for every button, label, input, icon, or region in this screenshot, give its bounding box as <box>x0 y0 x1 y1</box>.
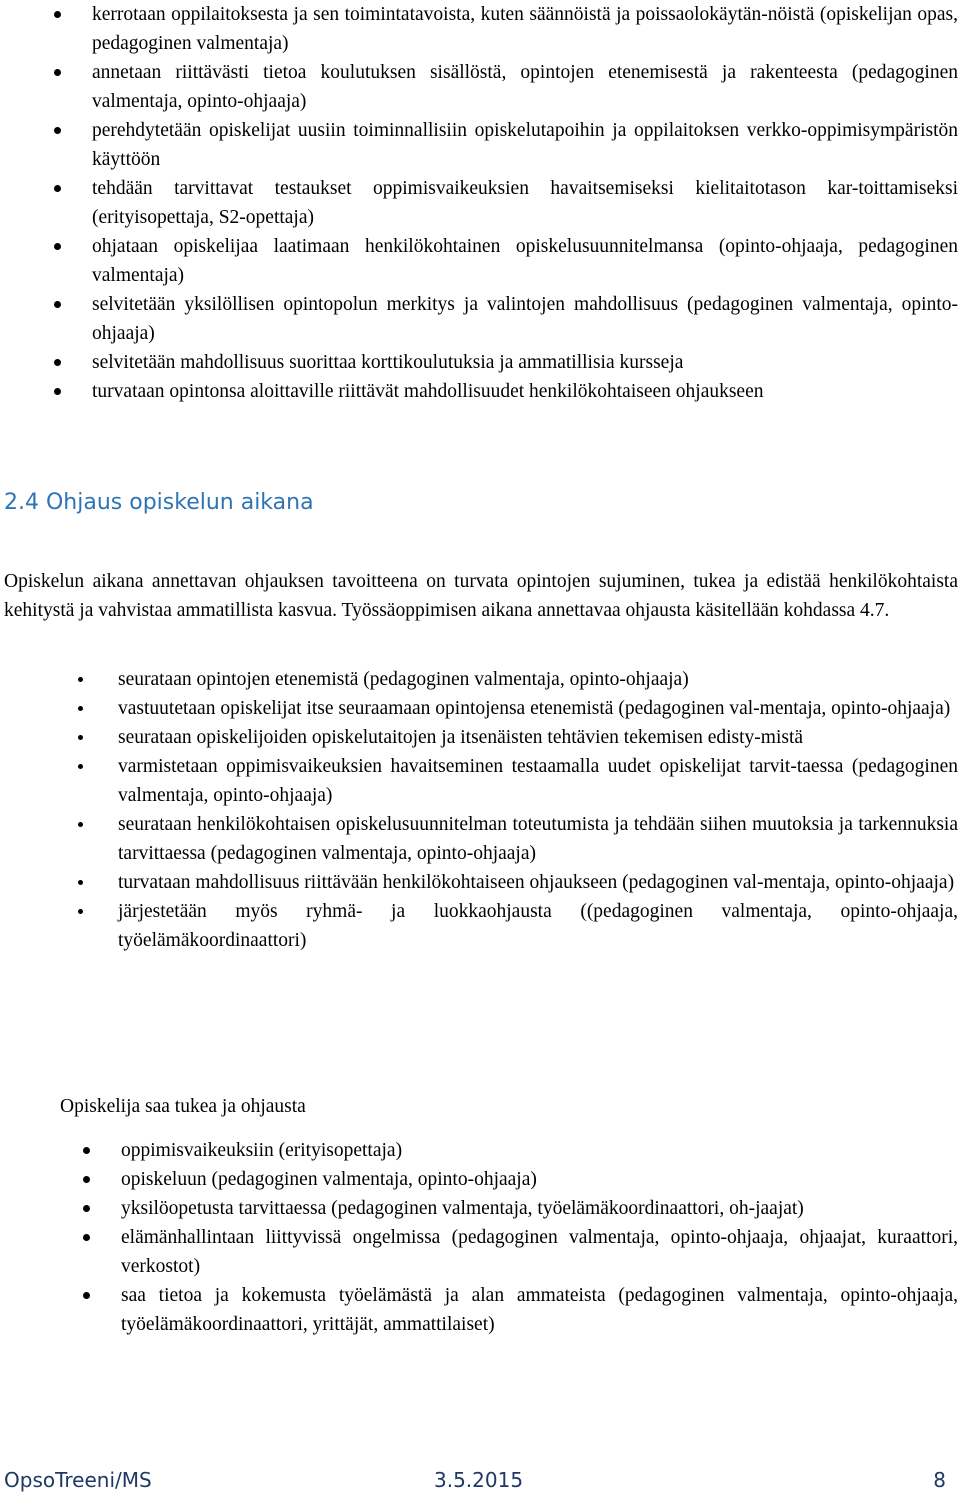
list-item-text: seurataan opiskelijoiden opiskelutaitojen ja itsenäisten tehtävien tekemisen edisty-mistä <box>118 727 804 748</box>
list-item-text: vastuutetaan opiskelijat itse seuraamaan opintojensa etenemistä (pedagoginen val-mentaja, opinto-ohjaaja) <box>118 698 951 719</box>
bullet-icon <box>54 243 61 250</box>
list-item <box>92 58 958 116</box>
bullet-icon <box>83 1234 90 1241</box>
list-item <box>92 0 958 58</box>
page-footer <box>0 1464 960 1497</box>
list-item <box>121 1281 958 1339</box>
support-bullet-list <box>121 1136 958 1339</box>
list-item-text: perehdytetään opiskelijat uusiin toiminnallisiin opiskelutapoihin ja oppilaitoksen verkko-oppimisympäristön käyttöön <box>92 120 958 170</box>
bullet-icon <box>78 677 83 682</box>
bullet-icon <box>78 706 83 711</box>
list-item-text: tehdään tarvittavat testaukset oppimisvaikeuksien havaitsemiseksi kielitaitotason kar-toittamiseksi (erityisopettaja, S2-opettaja) <box>92 178 958 228</box>
list-item-text: selvitetään yksilöllisen opintopolun merkitys ja valintojen mahdollisuus (pedagoginen valmentaja, opinto-ohjaaja) <box>92 294 958 344</box>
list-item <box>118 810 958 868</box>
list-item <box>121 1165 958 1194</box>
bullet-icon <box>78 909 83 914</box>
bullet-icon <box>54 11 61 18</box>
bullet-icon <box>54 301 61 308</box>
footer-doc-name: OpsoTreeni/MS <box>4 1468 152 1492</box>
bullet-icon <box>54 388 61 395</box>
guidance-bullet-list <box>118 665 958 955</box>
bullet-icon <box>78 822 83 827</box>
section-heading: 2.4 Ohjaus opiskelun aikana <box>4 490 314 515</box>
footer-date: 3.5.2015 <box>434 1468 524 1492</box>
list-item <box>121 1136 958 1165</box>
list-item-text: seurataan henkilökohtaisen opiskelusuunnitelman toteutumista ja tehdään siihen muutoksia ja tarkennuksia tarvittaessa (pedagoginen valmentaja, opinto-ohjaaja) <box>118 814 958 864</box>
section-paragraph: Opiskelun aikana annettavan ohjauksen tavoitteena on turvata opintojen sujuminen, tukea ja edistää henkilökohtaista kehitystä ja vahvistaa ammatillista kasvua. Työssäoppimisen aikana annettavaa ohjausta käsitellään kohdassa 4.7. <box>4 571 958 621</box>
list-item <box>118 752 958 810</box>
list-item-text: annetaan riittävästi tietoa koulutuksen sisällöstä, opintojen etenemisestä ja rakenteesta (pedagoginen valmentaja, opinto-ohjaaja) <box>92 62 958 112</box>
list-item-text: varmistetaan oppimisvaikeuksien havaitseminen testaamalla uudet opiskelijat tarvit-taessa (pedagoginen valmentaja, opinto-ohjaaja) <box>118 756 958 806</box>
bullet-icon <box>83 1205 90 1212</box>
bullet-icon <box>54 359 61 366</box>
bullet-icon <box>78 880 83 885</box>
list-item-text: yksilöopetusta tarvittaessa (pedagoginen valmentaja, työelämäkoordinaattori, oh-jaajat) <box>121 1198 804 1219</box>
footer-page-number: 8 <box>933 1468 946 1492</box>
bullet-icon <box>78 764 83 769</box>
bullet-icon <box>54 185 61 192</box>
list-item <box>92 348 958 377</box>
list-item-text: kerrotaan oppilaitoksesta ja sen toimintatavoista, kuten säännöistä ja poissaolokäytän-nöistä (opiskelijan opas, pedagoginen valmentaja) <box>92 4 958 54</box>
list-item <box>118 868 958 897</box>
list-item <box>92 290 958 348</box>
list-item <box>121 1194 958 1223</box>
list-item-text: järjestetään myös ryhmä- ja luokkaohjausta ((pedagoginen valmentaja, opinto-ohjaaja, työelämäkoordinaattori) <box>118 901 958 951</box>
bullet-icon <box>54 69 61 76</box>
support-subheading: Opiskelija saa tukea ja ohjausta <box>60 1096 306 1117</box>
bullet-icon <box>83 1292 90 1299</box>
list-item-text: seurataan opintojen etenemistä (pedagoginen valmentaja, opinto-ohjaaja) <box>118 669 689 690</box>
bullet-icon <box>83 1176 90 1183</box>
list-item <box>92 174 958 232</box>
bullet-icon <box>78 735 83 740</box>
list-item <box>118 897 958 955</box>
bullet-icon <box>83 1147 90 1154</box>
list-item <box>92 116 958 174</box>
list-item-text: oppimisvaikeuksiin (erityisopettaja) <box>121 1140 403 1161</box>
list-item-text: elämänhallintaan liittyvissä ongelmissa (pedagoginen valmentaja, opinto-ohjaaja, ohjaajat, kuraattori, verkostot) <box>121 1227 958 1277</box>
bullet-icon <box>54 127 61 134</box>
list-item <box>92 377 958 406</box>
list-item <box>118 723 958 752</box>
list-item <box>118 694 958 723</box>
list-item <box>121 1223 958 1281</box>
list-item-text: saa tietoa ja kokemusta työelämästä ja alan ammateista (pedagoginen valmentaja, opinto-ohjaaja, työelämäkoordinaattori, yrittäjät, ammattilaiset) <box>121 1285 958 1335</box>
list-item-text: ohjataan opiskelijaa laatimaan henkilökohtainen opiskelusuunnitelmansa (opinto-ohjaaja, pedagoginen valmentaja) <box>92 236 958 286</box>
list-item-text: selvitetään mahdollisuus suorittaa korttikoulutuksia ja ammatillisia kursseja <box>92 352 684 373</box>
intro-bullet-list <box>92 0 958 406</box>
list-item <box>92 232 958 290</box>
list-item <box>118 665 958 694</box>
list-item-text: turvataan mahdollisuus riittävään henkilökohtaiseen ohjaukseen (pedagoginen val-mentaja, opinto-ohjaaja) <box>118 872 955 893</box>
list-item-text: turvataan opintonsa aloittaville riittävät mahdollisuudet henkilökohtaiseen ohjaukseen <box>92 381 764 402</box>
list-item-text: opiskeluun (pedagoginen valmentaja, opinto-ohjaaja) <box>121 1169 537 1190</box>
